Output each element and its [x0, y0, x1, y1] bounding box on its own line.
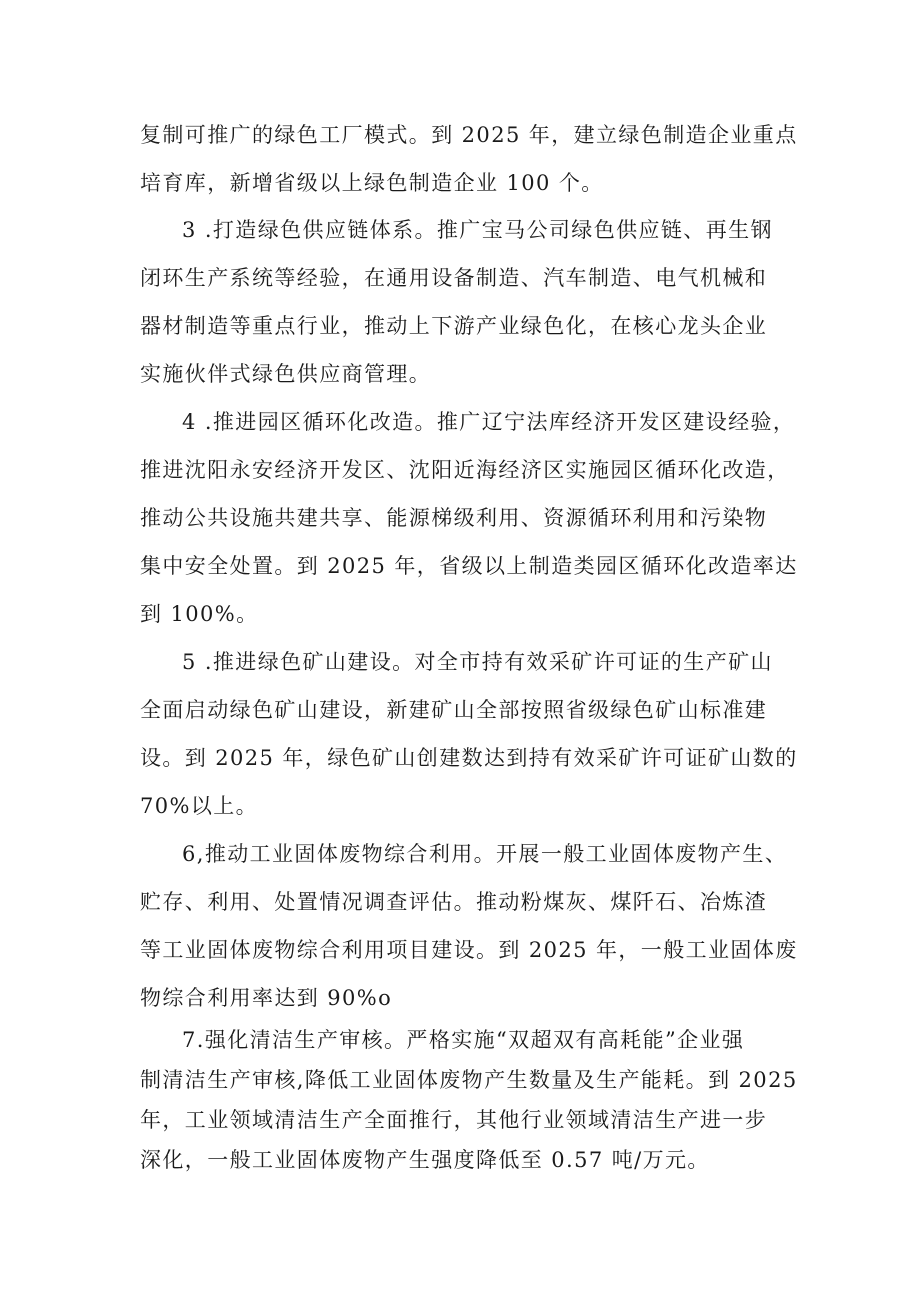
text-line: 复制可推广的绿色工厂模式。到 2025 年，建立绿色制造企业重点 — [140, 123, 798, 147]
text-line: 设。到 2025 年，绿色矿山创建数达到持有效采矿许可证矿山数的 — [140, 746, 798, 770]
text-line: 等工业固体废物综合利用项目建设。到 2025 年，一般工业固体废 — [140, 938, 798, 962]
text-line: 70%以上。 — [140, 794, 259, 818]
text-line: 到 100%。 — [140, 602, 259, 626]
text-line: 器材制造等重点行业，推动上下游产业绿色化，在核心龙头企业 — [140, 314, 768, 338]
text-line: 培育库，新增省级以上绿色制造企业 100 个。 — [140, 171, 604, 195]
text-line: 3 .打造绿色供应链体系。推广宝马公司绿色供应链、再生钢 — [182, 218, 773, 242]
text-line: 7.强化清洁生产审核。严格实施“双超双有高耗能”企业强 — [182, 1028, 745, 1052]
text-line: 6,推动工业固体废物综合利用。开展一般工业固体废物产生、 — [182, 842, 788, 866]
text-line: 闭环生产系统等经验，在通用设备制造、汽车制造、电气机械和 — [140, 266, 768, 290]
text-line: 4 .推进园区循环化改造。推广辽宁法库经济开发区建设经验， — [182, 410, 796, 434]
text-line: 贮存、利用、处置情况调查评估。推动粉煤灰、煤阡石、冶炼渣 — [140, 890, 768, 914]
paragraph-green-mine — [140, 638, 800, 830]
text-line: 年，工业领域清洁生产全面推行，其他行业领域清洁生产进一步 — [140, 1108, 768, 1132]
paragraph-solid-waste — [140, 830, 800, 1022]
paragraph-green-supply-chain — [140, 206, 800, 398]
text-line: 物综合利用率达到 90%o — [140, 986, 393, 1010]
text-line: 实施伙伴式绿色供应商管理。 — [140, 362, 432, 386]
text-line: 5 .推进绿色矿山建设。对全市持有效采矿许可证的生产矿山 — [182, 650, 773, 674]
paragraph-park-recycling — [140, 398, 800, 638]
text-line: 深化，一般工业固体废物产生强度降低至 0.57 吨/万元。 — [140, 1148, 710, 1172]
text-line: 集中安全处置。到 2025 年，省级以上制造类园区循环化改造率达 — [140, 554, 798, 578]
text-line: 全面启动绿色矿山建设，新建矿山全部按照省级绿色矿山标准建 — [140, 698, 768, 722]
text-line: 推动公共设施共建共享、能源梯级利用、资源循环利用和污染物 — [140, 506, 768, 530]
paragraph-green-factory — [140, 111, 800, 207]
text-line: 推进沈阳永安经济开发区、沈阳近海经济区实施园区循环化改造， — [140, 458, 790, 482]
text-line: 制清洁生产审核,降低工业固体废物产生数量及生产能耗。到 2025 — [140, 1068, 798, 1092]
paragraph-clean-production — [140, 1020, 800, 1180]
